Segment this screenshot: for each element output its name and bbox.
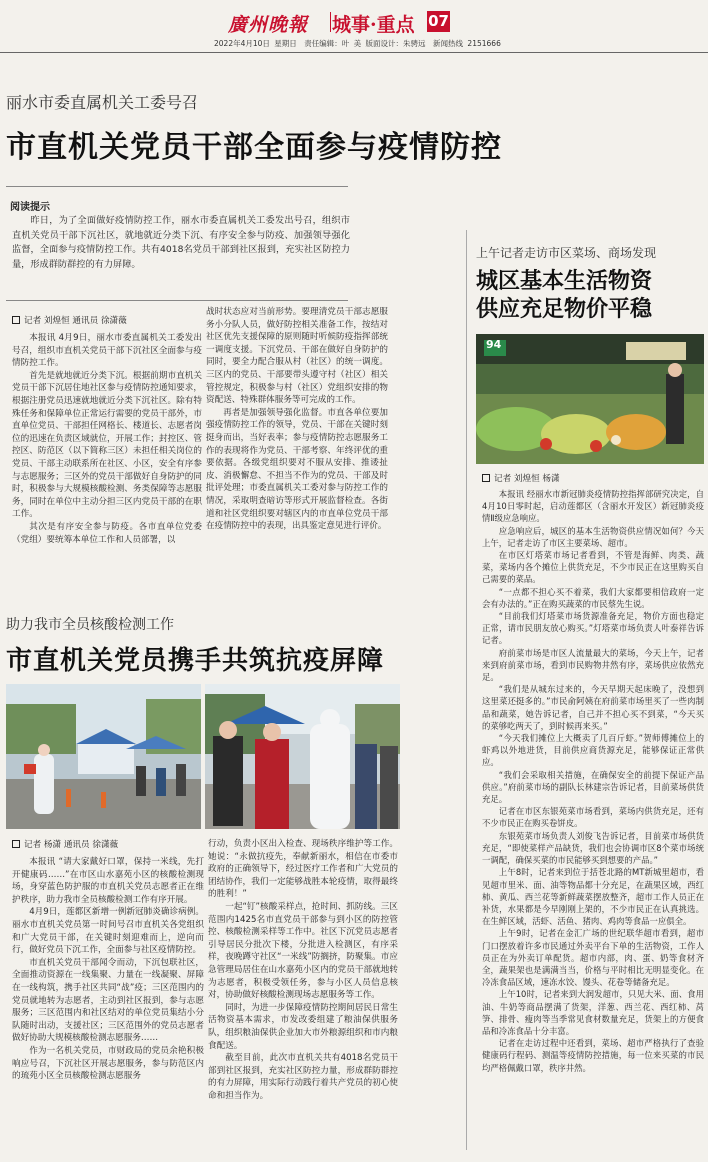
reading-guide-text: 昨日，为了全面做好疫情防控工作，丽水市委直属机关工委发出号召，组织市直机关党员干部下沉社区，就地就近分类下沉、有序安全参与防疫、加强领导强化监督，全面参与疫情防控工作。共有4018名党员干部到社区报到，充实社区防控力量，形成群防群控的有力屏障。 (12, 215, 350, 270)
article1-byline: 记者 刘煌恒 通讯员 徐潇薇 (12, 314, 127, 326)
newspaper-logo: 廣州晚報 (228, 14, 309, 36)
masthead-divider (330, 12, 331, 32)
article1-column-1: 本报讯 4月9日，丽水市委直属机关工委发出号召，组织市直机关党员干部下沉社区全面参与疫情防控工作。 首先是就地就近分类下沉。根据前期市直机关党员干部下沉居住地社区参与疫情防控通知要求，根据注册党员迅速就地就近分类下沉社区。除有特殊任务和保障单位正常运行需要的党员干部外，市直单位党员、干部担任网格长、楼道长、志愿者岗位的迅速在负责区域就位，开展工作；封控区、管控区、防范区（以下简称三区）未担任相关岗位的党员、干部主动联系所在社区、小区，安全有序参与志愿服务；三区外的党员干部做好自身防护的同时，积极参与大规模核酸检测、务类保障等志愿服务，同时在单位中主动分担三区内党员干部的在职工作。 其次是有序安全参与防疫。各市直单位党委（党组）要统筹本单位工作和人员部署，以 (12, 333, 202, 545)
article3-body: 本报讯 经丽水市新冠肺炎疫情防控指挥部研究决定，自4月10日零时起，启动莲都区（含丽水开发区）新冠肺炎疫情Ⅱ级应急响应。 应急响应后，城区的基本生活物资供应情况如何？今天上午，记者走访了市区主要菜场、超市。 在市区灯塔菜市场记者看到，不管是海鲜、肉类、蔬菜，菜场内各个摊位上供货充足，不少市民正在这里购买自己需要的菜品。 “一点都不担心买不着菜，我们大家都要相信政府一定会有办法的。”正在购买蔬菜的市民蔡先生说。 “目前我们灯塔菜市场货源准备充足，物价方面也稳定正常，请市民朋友放心购买。”灯塔菜市场负责人叶泰祥告诉记者。 府前菜市场是市区人流量最大的菜场，今天上午，记者来到府前菜市场，看到市民购物井然有序，菜场供应依然充足。 “我们是从城东过来的，今天早期天起床晚了，没想到这里菜还挺多的。”市民俞阿姨在府前菜市场里买了一些肉制品和蔬菜，她告诉记者，自己并不担心买不到菜，“今天买的菜够吃两天了，到时候再来买。” “今天我们摊位上大概卖了几百斤虾。”贺师傅摊位上的虾鸡以外地进货，目前供应商货源充足，能够保证正常供应。 “我们会采取相关措施，在确保安全的前提下保证产品供应。”府前菜市场的副队长林建宗告诉记者，目前菜场供货充足。 记者在市区东银苑菜市场看到，菜场内供货充足，还有不少市民正在购买卷饼皮。 东银苑菜市场负责人刘俊飞告诉记者，目前菜市场供货充足，“即使菜样产品缺货，我们也会协调市区8个菜市场统一调配，确保买菜的市民能够买到想要的产品。” 上午8时，记者来到位于括苍北路的MT新城里超市，看见超市里米、面、油等物品都十分充足，在蔬果区域，西红柿、黄瓜、西兰花等新鲜蔬菜摆放整齐，超市工作人员正在补货，水果都是今早刚刚上架的，不少市民正在认真挑选。在生鲜区域，活虾、活鱼、猪肉、鸡肉等食品一应俱全。 上午9时，记者在金汇广场的世纪联华超市看到，超市门口摆放着许多市民通过外卖平台下单的生活物资，工作人员正在为外卖订单配货。超市内部，肉、蛋、奶等食材齐全，蔬果架也是满满当当，价格与平时相比无明显变化。在冷冻食品区域，速冻水饺、馒头、花卷等储备充足。 上午10时，记者来到大润发超市，只见大米、面、食用油、牛奶等商品摆满了货架，洋葱、西兰花、西红柿、莴笋、排骨、瘦肉等当季常见食材数量充足，货架上的方便食品和冷冻食品十分丰富。 记者在走访过程中还看到，菜场、超市严格执行了查验健康码行程码、测温等疫情防控措施，每一位来买菜的市民均严格佩戴口罩，秩序井然。 (482, 489, 704, 1073)
reading-guide-label: 阅读提示 (10, 202, 50, 213)
divider (6, 186, 348, 187)
article3-kicker: 上午记者走访市区菜场、商场发现 (476, 246, 657, 260)
photo-nucleic-test-site (6, 684, 201, 829)
article2-kicker: 助力我市全员核酸检测工作 (6, 617, 174, 633)
market-stall-sign: 94 (486, 338, 502, 351)
section-title: 城事·重点 (332, 14, 415, 36)
article2-column-1: 本报讯 “请大家戴好口罩，保持一米线，先打开健康码……”在市区山水嘉苑小区的核酸检测现场，身穿蓝色防护服的市直机关党员志愿者正在维护秩序，助力我市全员核酸检测工作有序开展。 4月9日，莲都区新增一例新冠肺炎确诊病例。丽水市直机关党员第一时间号召市直机关各党组织和广大党员干部，在关键时刻迎难而上，逆向而行，做好党员下沉工作，全面参与社区疫情防控。 市直机关党员干部闻令而动，下沉包联社区，全面推动资源在一线集聚、力量在一线凝聚、屏障在一线构筑，携手社区共同“战”疫；三区范围内的党员就地转为志愿者，主动到社区报到，参与志愿服务；三区范围内和社区结对的单位党员集结小分队随时出动，支援社区；三区范围外的党员志愿者做好协助大规模核酸检测志愿服务…… 作为一名机关党员，市财政局的党员余艳积极响应号召，下沉社区开展志愿服务，参与防范区内的琉苑小区全员核酸检测志愿服务 (12, 857, 204, 1082)
byline-box-icon (12, 316, 20, 324)
photo-vegetable-market (476, 334, 704, 464)
photo-volunteers (205, 684, 400, 829)
column-separator (466, 230, 467, 1150)
byline-box-icon (482, 474, 490, 482)
article2-column-2: 行动，负责小区出入检查、现场秩序维护等工作。她说：“永做抗疫先，奉献新丽水，相信在市委市政府的正确领导下，经过医疗工作者和广大党员的团结协作，我们一定能够战胜本轮疫情，取得最终的胜利！” 一起“钉”核酸采样点，抢时间、抓防线。三区范围内1425名市直党员干部参与到小区的防控管控、核酸检测采样等工作中。社区下沉党员志愿者引导居民分批次下楼，分批进入检测区，有序采样，夜晚蹲守社区“一米线”防搁挤，防聚集。市应急管理局居住在山水嘉苑小区内的党员干部就地转为志愿者，积极受领任务，参与小区人员信息核对，协助做好核酸检测现场志愿服务等工作。 同时，为进一步保障疫情防控期间居民日常生活物资基本需求，市发改委组建了粮油保供服务队，组织粮油保供企业加大市外粮源组织和市内粮食配送。 截至目前，此次市直机关共有4018名党员干部到社区报到，充实社区防控力量，形成群防群控的有力屏障，用实际行动践行着共产党员的初心使命和担当作为。 (208, 839, 398, 1101)
article1-title: 市直机关党员干部全面参与疫情防控 (6, 130, 502, 165)
byline-box-icon (12, 840, 20, 848)
dateline: 2022年4月10日 星期日 责任编辑：叶 美 版面设计：朱骋远 新闻热线 2151666 (214, 39, 501, 48)
page-number: 07 (428, 12, 449, 30)
article2-title: 市直机关党员携手共筑抗疫屏障 (6, 646, 385, 676)
article3-byline: 记者 刘煌恒 杨潇 (482, 472, 560, 484)
article1-column-2: 战时状态应对当前形势。要理清党员干部志愿服务小分队人员，做好防控相关准备工作，按结对社区优先支援保障的原则随时听候防疫指挥部统一调度支援。下沉党员、干部在做好自身防护的同时，要全力配合服从村（社区）的统一调度。三区内的党员、干部要带头遵守村（社区）相关管控规定，积极参与村（社区）党组织安排的物资配送、特殊群体服务等可完成的工作。 再者是加强领导强化监督。市直各单位要加强疫情防控工作的领导，党员、干部在关键时刻挺身而出，当好表率；参与疫情防控志愿服务工作的表现将作为党员、干部考察、年终评优的重要依据。各级党组织要对不服从安排、推诿扯皮、消极懈怠、不担当不作为的党员、干部及时批评处理；市委直属机关工委对参与防控工作的情况，采取明查暗访等形式开展监督检查。各街道和社区党组织要对辖区内的市直单位党员干部在疫情防控中的表现，出具鉴定意见进行评价。 (206, 307, 388, 532)
article3-title-line1: 城区基本生活物资 (476, 269, 653, 294)
article3-title-line2: 供应充足物价平稳 (476, 297, 653, 322)
divider (6, 300, 348, 301)
article2-byline: 记者 杨潇 通讯员 徐潇薇 (12, 838, 118, 850)
article1-kicker: 丽水市委直属机关工委号召 (6, 93, 199, 112)
masthead-rule (0, 52, 708, 53)
